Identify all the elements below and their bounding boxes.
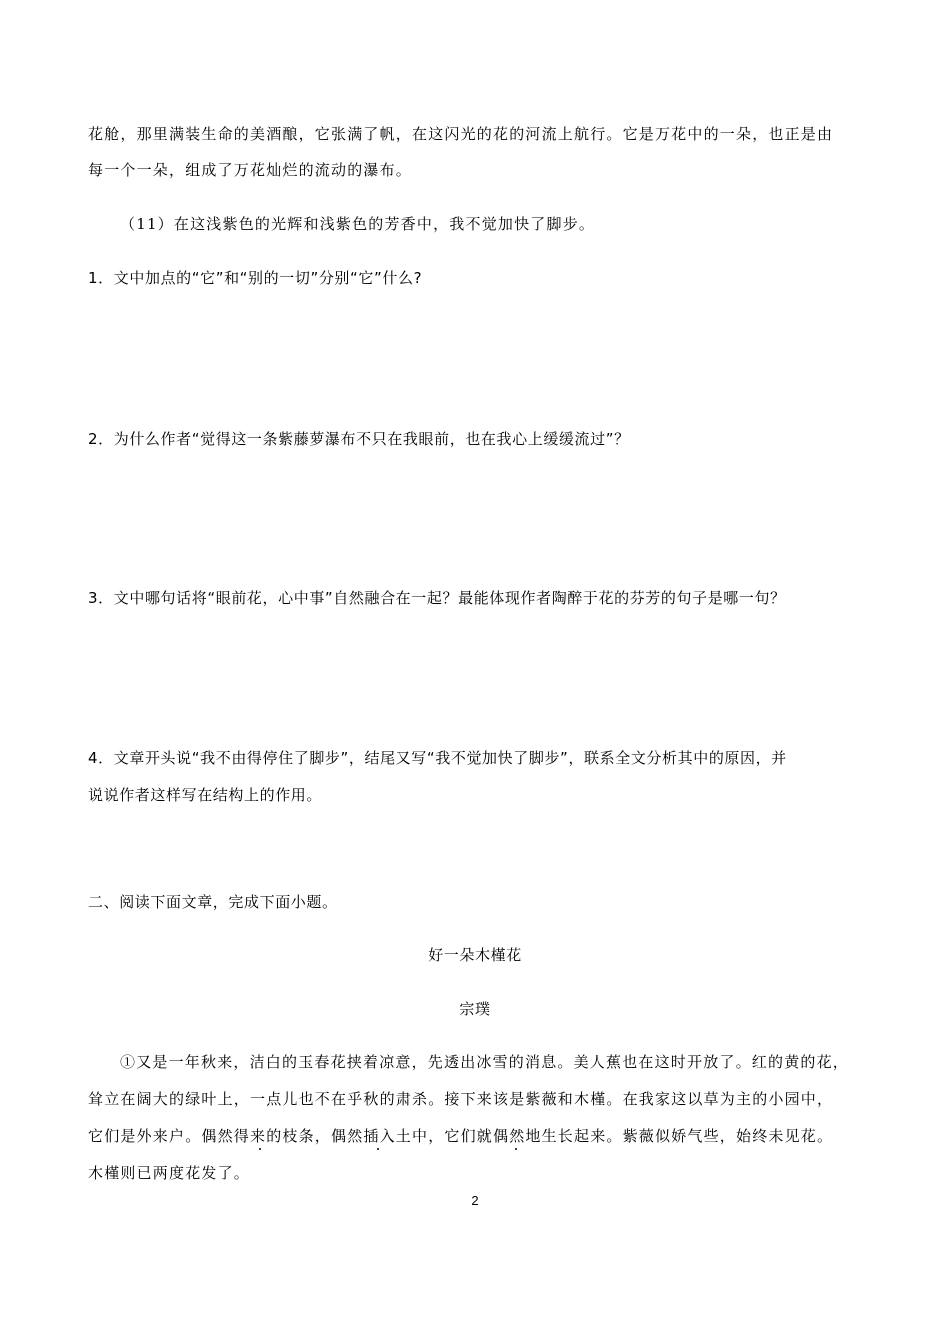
article-author: 宗璞 — [459, 1000, 491, 1018]
article-title: 好一朵木槿花 — [428, 946, 522, 964]
question-4-line-1: 4．文章开头说“我不由得停住了脚步”，结尾又写“我不觉加快了脚步”，联系全文分析其中的原因，并 — [88, 749, 787, 767]
passage-paragraph-11: （11）在这浅紫色的光辉和浅紫色的芳香中，我不觉加快了脚步。 — [120, 215, 596, 233]
article-paragraph-1-line-3: 它们是外来户。偶然得来的枝条，偶然插入土中，它们就偶然地生长起来。紫薇似娇气些，始终未见花。 — [88, 1127, 834, 1145]
question-4-line-2: 说说作者这样写在结构上的作用。 — [88, 786, 323, 804]
question-3: 3．文中哪句话将“眼前花，心中事”自然融合在一起？最能体现作者陶醉于花的芬芳的句子是哪一句？ — [88, 589, 786, 607]
emphasis-dot — [515, 1148, 517, 1150]
passage-line-2: 每一个一朵，组成了万花灿烂的流动的瀑布。 — [88, 161, 413, 179]
page-number: 2 — [471, 1193, 479, 1208]
article-paragraph-1-line-2: 耸立在阔大的绿叶上，一点儿也不在乎秋的肃杀。接下来该是紫薇和木槿。在我家这以草为主的小园中， — [88, 1090, 834, 1108]
passage-line-1: 花舱，那里满装生命的美酒酿，它张满了帆，在这闪光的花的河流上航行。它是万花中的一朵，也正是由 — [88, 125, 834, 143]
question-2: 2．为什么作者“觉得这一条紫藤萝瀑布不只在我眼前，也在我心上缓缓流过”？ — [88, 430, 630, 448]
emphasis-dot — [259, 1148, 261, 1150]
emphasis-dot — [377, 1148, 379, 1150]
question-1: 1．文中加点的“它”和“别的一切”分别“它”什么? — [88, 269, 423, 287]
article-paragraph-1-line-4: 木槿则已两度花发了。 — [88, 1164, 251, 1182]
section-2-heading: 二、阅读下面文章，完成下面小题。 — [88, 893, 338, 911]
article-paragraph-1-line-1: ①又是一年秋来，洁白的玉春花挟着凉意，先透出冰雪的消息。美人蕉也在这时开放了。红的黄的花， — [120, 1053, 850, 1071]
